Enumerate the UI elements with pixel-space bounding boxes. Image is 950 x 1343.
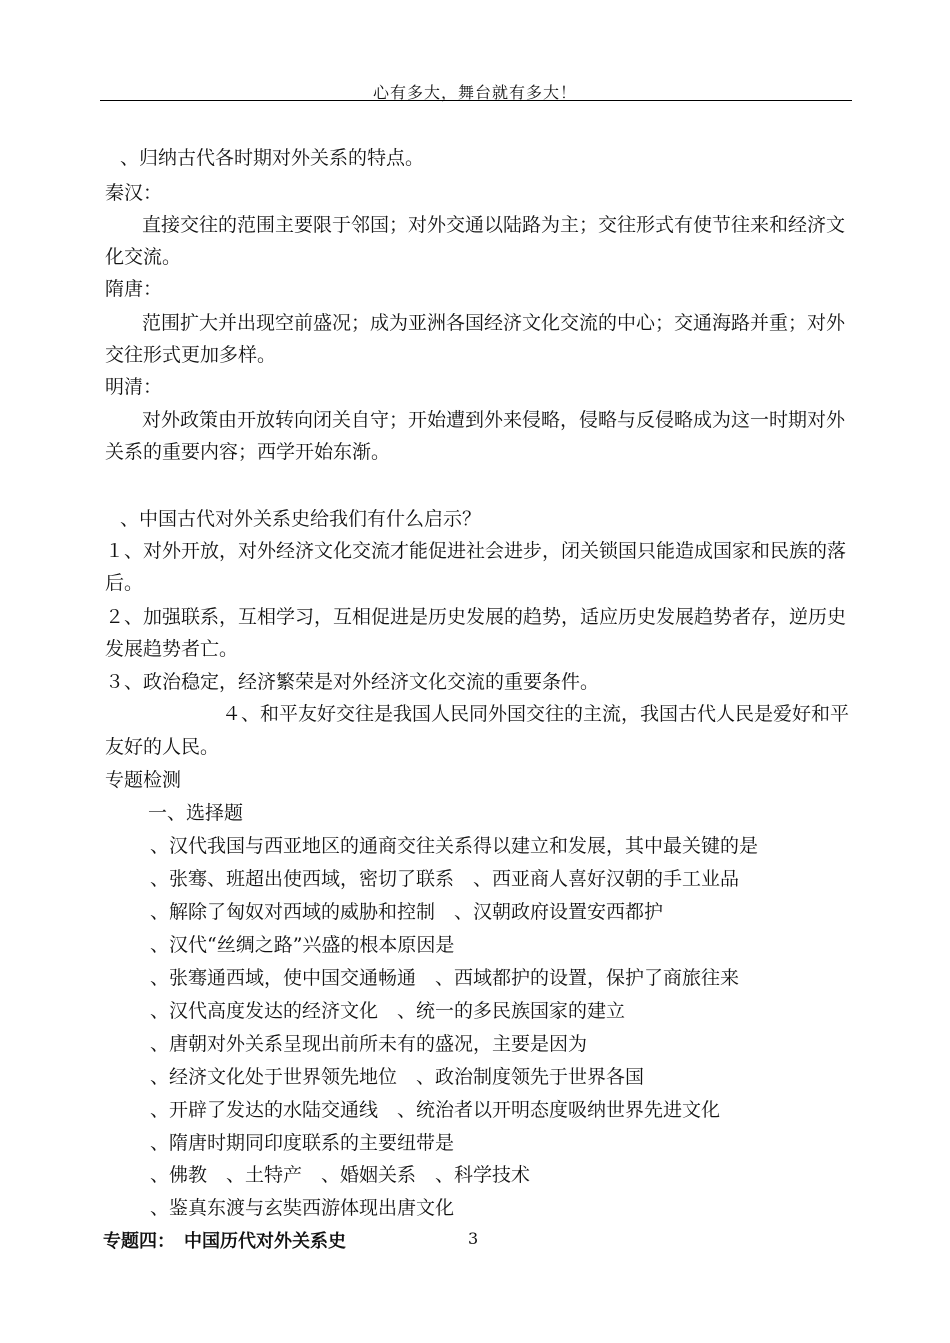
section-heading: 专题检测 [105,769,182,791]
option-line: 、张骞通西域，使中国交通畅通 、西域都护的设置，保护了商旅往来 [150,967,740,989]
question-item: 、鉴真东渡与玄奘西游体现出唐文化 [150,1197,455,1219]
question-item: 、汉代“丝绸之路”兴盛的根本原因是 [150,934,455,956]
option-line: 、佛教 、土特产 、婚姻关系 、科学技术 [150,1164,531,1186]
period-label: 秦汉： [105,182,163,204]
list-item: １、对外开放，对外经济文化交流才能促进社会进步，闭关锁国只能造成国家和民族的落 [105,540,847,562]
question-item: 、汉代我国与西亚地区的通商交往关系得以建立和发展，其中最关键的是 [150,835,759,857]
period-label: 明清： [105,376,163,398]
list-item: ２、加强联系，互相学习，互相促进是历史发展的趋势，适应历史发展趋势者存，逆历史 [105,606,847,628]
paragraph-line: 对外政策由开放转向闭关自守；开始遭到外来侵略，侵略与反侵略成为这一时期对外 [142,409,846,431]
section-heading: 、归纳古代各时期对外关系的特点。 [120,147,425,169]
paragraph-line: 化交流。 [105,246,182,268]
option-line: 、开辟了发达的水陆交通线 、统治者以开明态度吸纳世界先进文化 [150,1099,721,1121]
page-number: 3 [468,1229,479,1248]
question-item: 、唐朝对外关系呈现出前所未有的盛况，主要是因为 [150,1033,588,1055]
paragraph-line: 范围扩大并出现空前盛况；成为亚洲各国经济文化交流的中心；交通海路并重；对外 [142,312,846,334]
list-item: ３、政治稳定，经济繁荣是对外经济文化交流的重要条件。 [105,671,600,693]
list-item: ４、和平友好交往是我国人民同外国交往的主流，我国古代人民是爱好和平 [222,703,850,725]
list-item: 发展趋势者亡。 [105,638,239,660]
section-heading: 、中国古代对外关系史给我们有什么启示？ [120,508,482,530]
footer-title: 专题四： 中国历代对外关系史 [103,1231,346,1252]
list-item: 后。 [105,572,144,594]
period-label: 隋唐： [105,278,163,300]
paragraph-line: 关系的重要内容；西学开始东渐。 [105,441,391,463]
paragraph-line: 直接交往的范围主要限于邻国；对外交通以陆路为主；交往形式有使节往来和经济文 [142,214,846,236]
header-divider [100,100,852,101]
option-line: 、经济文化处于世界领先地位 、政治制度领先于世界各国 [150,1066,645,1088]
option-line: 、张骞、班超出使西域，密切了联系 、西亚商人喜好汉朝的手工业品 [150,868,740,890]
option-line: 、解除了匈奴对西域的威胁和控制 、汉朝政府设置安西都护 [150,901,664,923]
subsection-heading: 一、选择题 [148,802,244,824]
page-header: 心有多大，舞台就有多大！ [372,83,577,102]
option-line: 、汉代高度发达的经济文化 、统一的多民族国家的建立 [150,1000,626,1022]
paragraph-line: 交往形式更加多样。 [105,344,277,366]
question-item: 、隋唐时期同印度联系的主要纽带是 [150,1132,455,1154]
list-item: 友好的人民。 [105,736,220,758]
